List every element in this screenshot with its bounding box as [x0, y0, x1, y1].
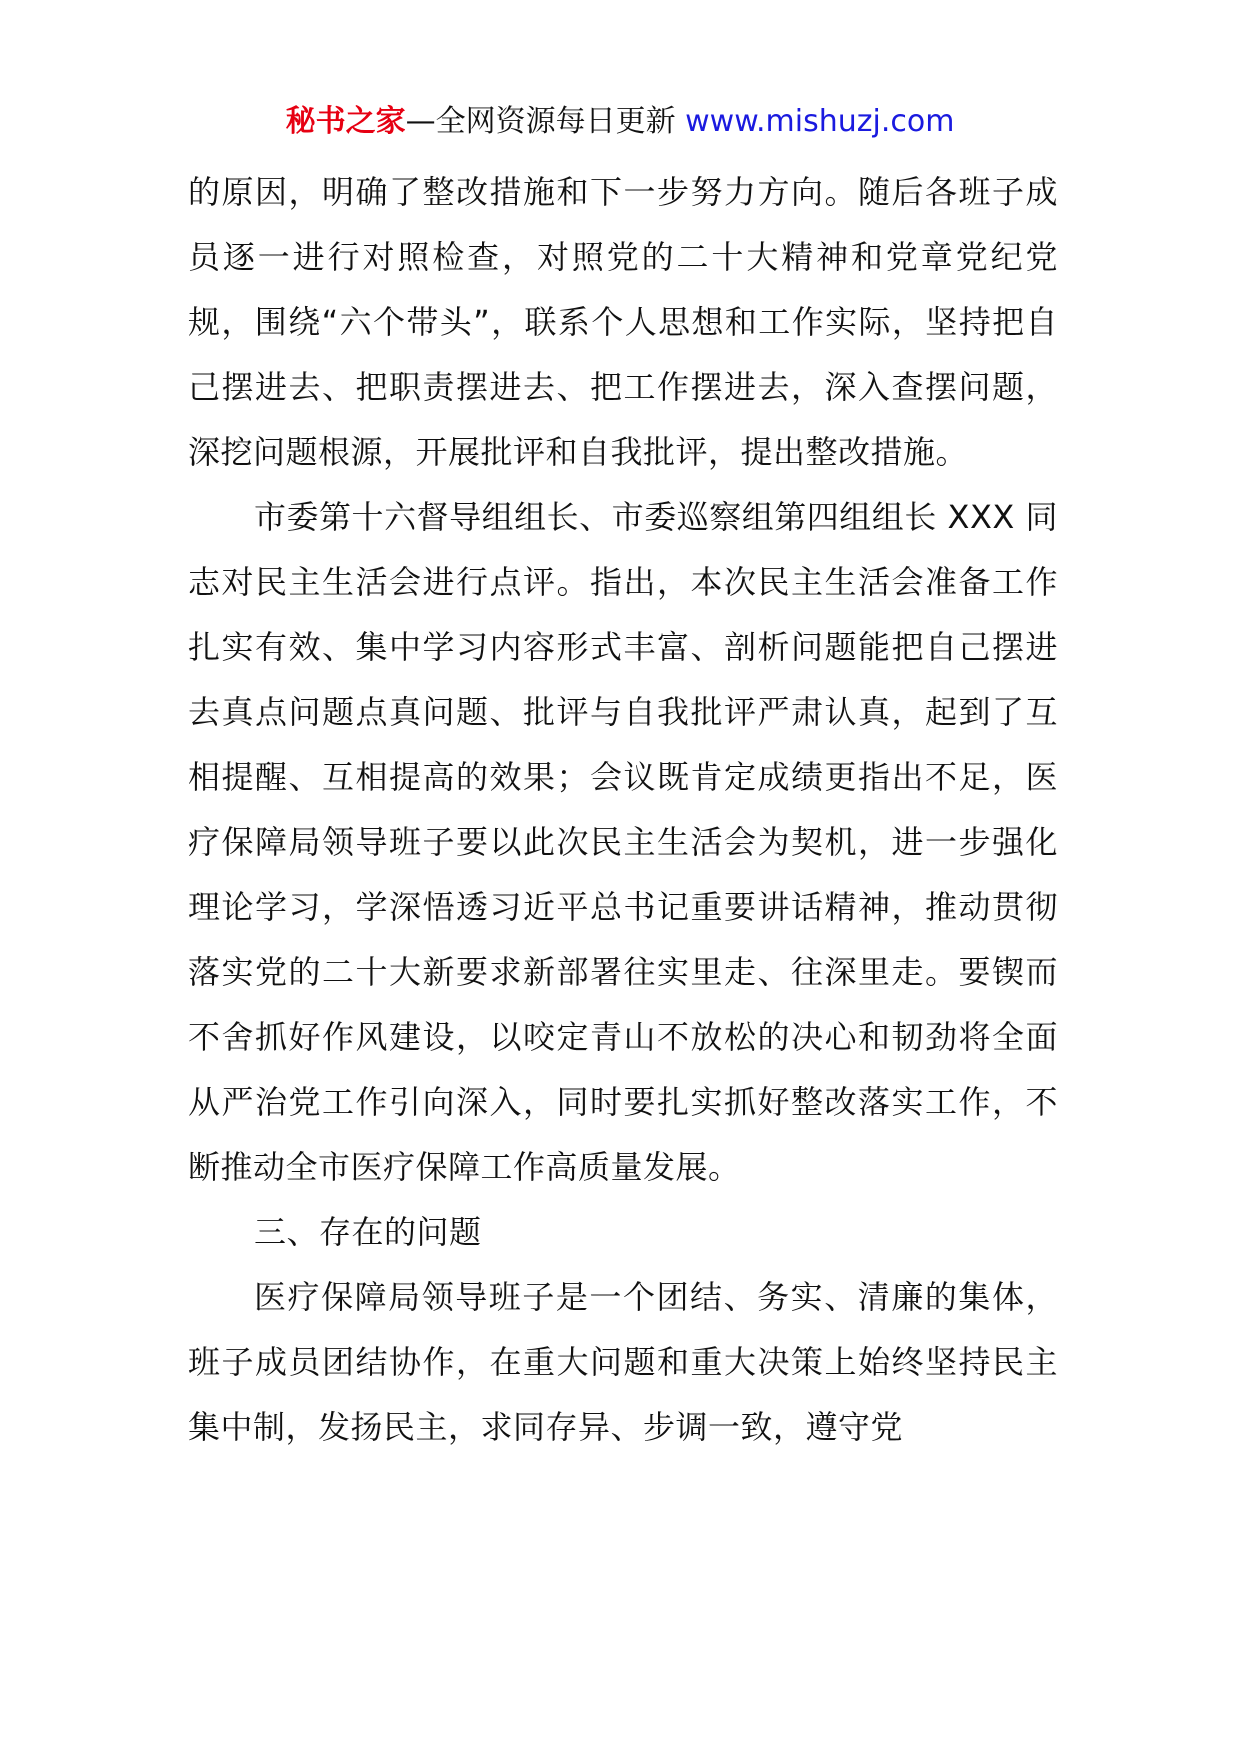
paragraph-3: 医疗保障局领导班子是一个团结、务实、清廉的集体，班子成员团结协作，在重大问题和重大决策上始终坚持民主集中制，发扬民主，求同存异、步调一致，遵守党 [188, 1278, 1058, 1446]
document-header [0, 100, 1240, 144]
brand-name: 秘书之家 [285, 104, 406, 139]
site-url-link[interactable]: www.mishuzj.com [685, 104, 955, 139]
paragraph-1: 的原因，明确了整改措施和下一步努力方向。随后各班子成员逐一进行对照检查，对照党的二十大精神和党章党纪党规，围绕“六个带头”，联系个人思想和工作实际，坚持把自己摆进去、把职责摆进去、把工作摆进去，深入查摆问题，深挖问题根源，开展批评和自我批评，提出整改措施。 [188, 173, 1058, 471]
paragraph-2: 市委第十六督导组组长、市委巡察组第四组组长 XXX 同志对民主生活会进行点评。指出，本次民主生活会准备工作扎实有效、集中学习内容形式丰富、剖析问题能把自己摆进去真点问题点真问题、批评与自我批评严肃认真，起到了互相提醒、互相提高的效果；会议既肯定成绩更指出不足，医疗保障局领导班子要以此次民主生活会为契机，进一步强化理论学习，学深悟透习近平总书记重要讲话精神，推动贯彻落实党的二十大新要求新部署往实里走、往深里走。要锲而不舍抓好作风建设，以咬定青山不放松的决心和韧劲将全面从严治党工作引向深入，同时要扎实抓好整改落实工作，不断推动全市医疗保障工作高质量发展。 [188, 498, 1058, 1186]
document-body [188, 160, 1058, 1460]
header-slogan: —全网资源每日更新 [405, 104, 676, 139]
section-heading: 三、存在的问题 [254, 1213, 482, 1251]
